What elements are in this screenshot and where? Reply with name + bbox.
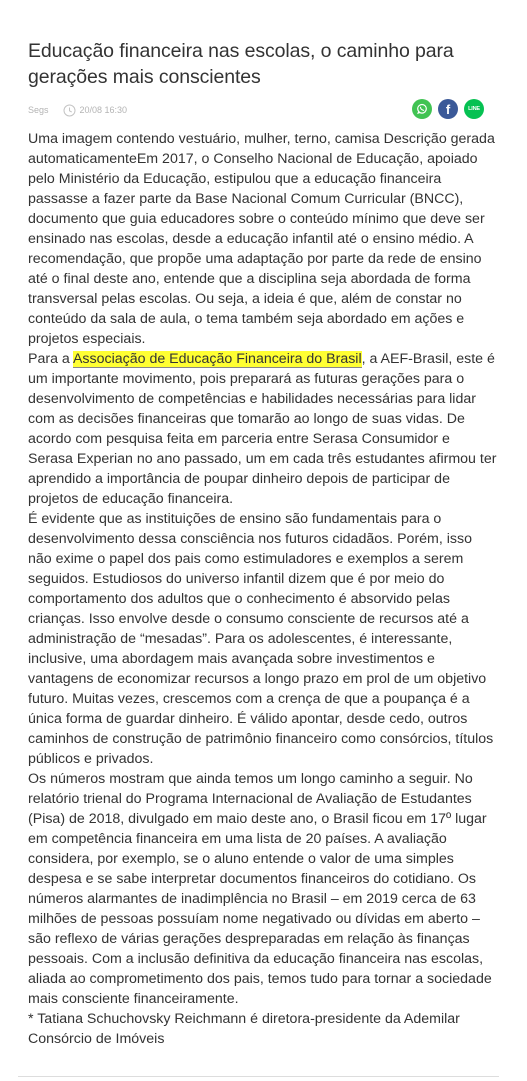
whatsapp-share-button[interactable] xyxy=(412,99,432,119)
line-icon: LINE xyxy=(468,106,480,112)
author-note: * Tatiana Schuchovsky Reichmann é diretora-presidente da Ademilar Consórcio de Imóveis xyxy=(28,1011,460,1047)
aef-brasil-link[interactable]: Associação de Educação Financeira do Brasil xyxy=(72,351,362,367)
article-body xyxy=(28,129,498,1049)
paragraph-text: Para a xyxy=(28,351,73,367)
paragraph: Os números mostram que ainda temos um longo caminho a seguir. No relatório trienal do Programa Internacional de Avaliação de Estudantes (Pisa) de 2018, divulgado em maio deste ano, o Brasil ficou em 17º lugar em competência financeira em uma lista de 20 países. A avaliação considera, por exemplo, se o aluno entende o valor de uma simples despesa e se sabe interpretar documentos financeiros do cotidiano. Os números alarmantes de inadimplência no Brasil – em 2019 cerca de 63 milhões de pessoas possuíam nome negativado ou dívidas em aberto – são reflexo de várias gerações despreparadas em relação às finanças pessoais. Com a inclusão definitiva da educação financeira nas escolas, aliada ao comprometimento dos pais, temos tudo para tornar a sociedade mais consciente financeiramente. xyxy=(28,771,492,1007)
paragraph: É evidente que as instituições de ensino são fundamentais para o desenvolvimento dessa consciência nos futuros cidadãos. Porém, isso não exime o papel dos pais como estimuladores e exemplos a serem seguidos. Estudiosos do universo infantil dizem que é por meio do comportamento dos adultos que o conhecimento é absorvido pelas crianças. Isso envolve desde o consumo consciente de recursos até a administração de “mesadas”. Para os adolescentes, é interessante, inclusive, uma abordagem mais avançada sobre investimentos e vantagens de economizar recursos a longo prazo em prol de um objetivo futuro. Muitas vezes, crescemos com a crença de que a poupança é a única forma de guardar dinheiro. É válido apontar, desde cedo, outros caminhos de construção de patrimônio financeiro como consórcios, títulos públicos e privados. xyxy=(28,511,494,767)
divider xyxy=(18,1076,499,1077)
share-buttons xyxy=(412,99,484,119)
facebook-icon: f xyxy=(445,101,451,117)
category-label[interactable]: Segs xyxy=(28,105,49,115)
article-title: Educação financeira nas escolas, o caminho para gerações mais conscientes xyxy=(28,40,454,88)
publish-date: 20/08 16:30 xyxy=(79,105,128,115)
facebook-share-button[interactable] xyxy=(438,99,458,119)
paragraph: Uma imagem contendo vestuário, mulher, terno, camisa Descrição gerada automaticamenteEm 2017, o Conselho Nacional de Educação, apoiado pelo Ministério da Educação, estipulou que a educação financeira passasse a fazer parte da Base Nacional Comum Curricular (BNCC), documento que guia educadores sobre o conteúdo mínimo que deve ser ensinado nas escolas, desde a educação infantil até o ensino médio. A recomendação, que propõe uma adaptação por parte da rede de ensino até o final deste ano, entende que a disciplina seja abordada de forma transversal pelas escolas. Ou seja, a ideia é que, além de constar no conteúdo da sala de aula, o tema também seja abordado em ações e projetos especiais. xyxy=(28,131,495,347)
line-share-button[interactable] xyxy=(464,99,484,119)
whatsapp-icon xyxy=(416,103,428,115)
article-meta xyxy=(28,99,498,121)
article xyxy=(28,38,498,1049)
paragraph xyxy=(28,349,498,509)
clock-icon xyxy=(63,104,76,117)
paragraph-text: , a AEF-Brasil, este é um importante movimento, pois preparará as futuras gerações para o desenvolvimento de competências e habilidades necessárias para lidar com as decisões financeiras que tomarão ao longo de suas vidas. De acordo com pesquisa feita em parceria entre Serasa Consumidor e Serasa Experian no ano passado, um em cada três estudantes afirmou ter aprendido a importância de poupar dinheiro depois de participar de projetos de educação financeira. xyxy=(28,351,497,507)
